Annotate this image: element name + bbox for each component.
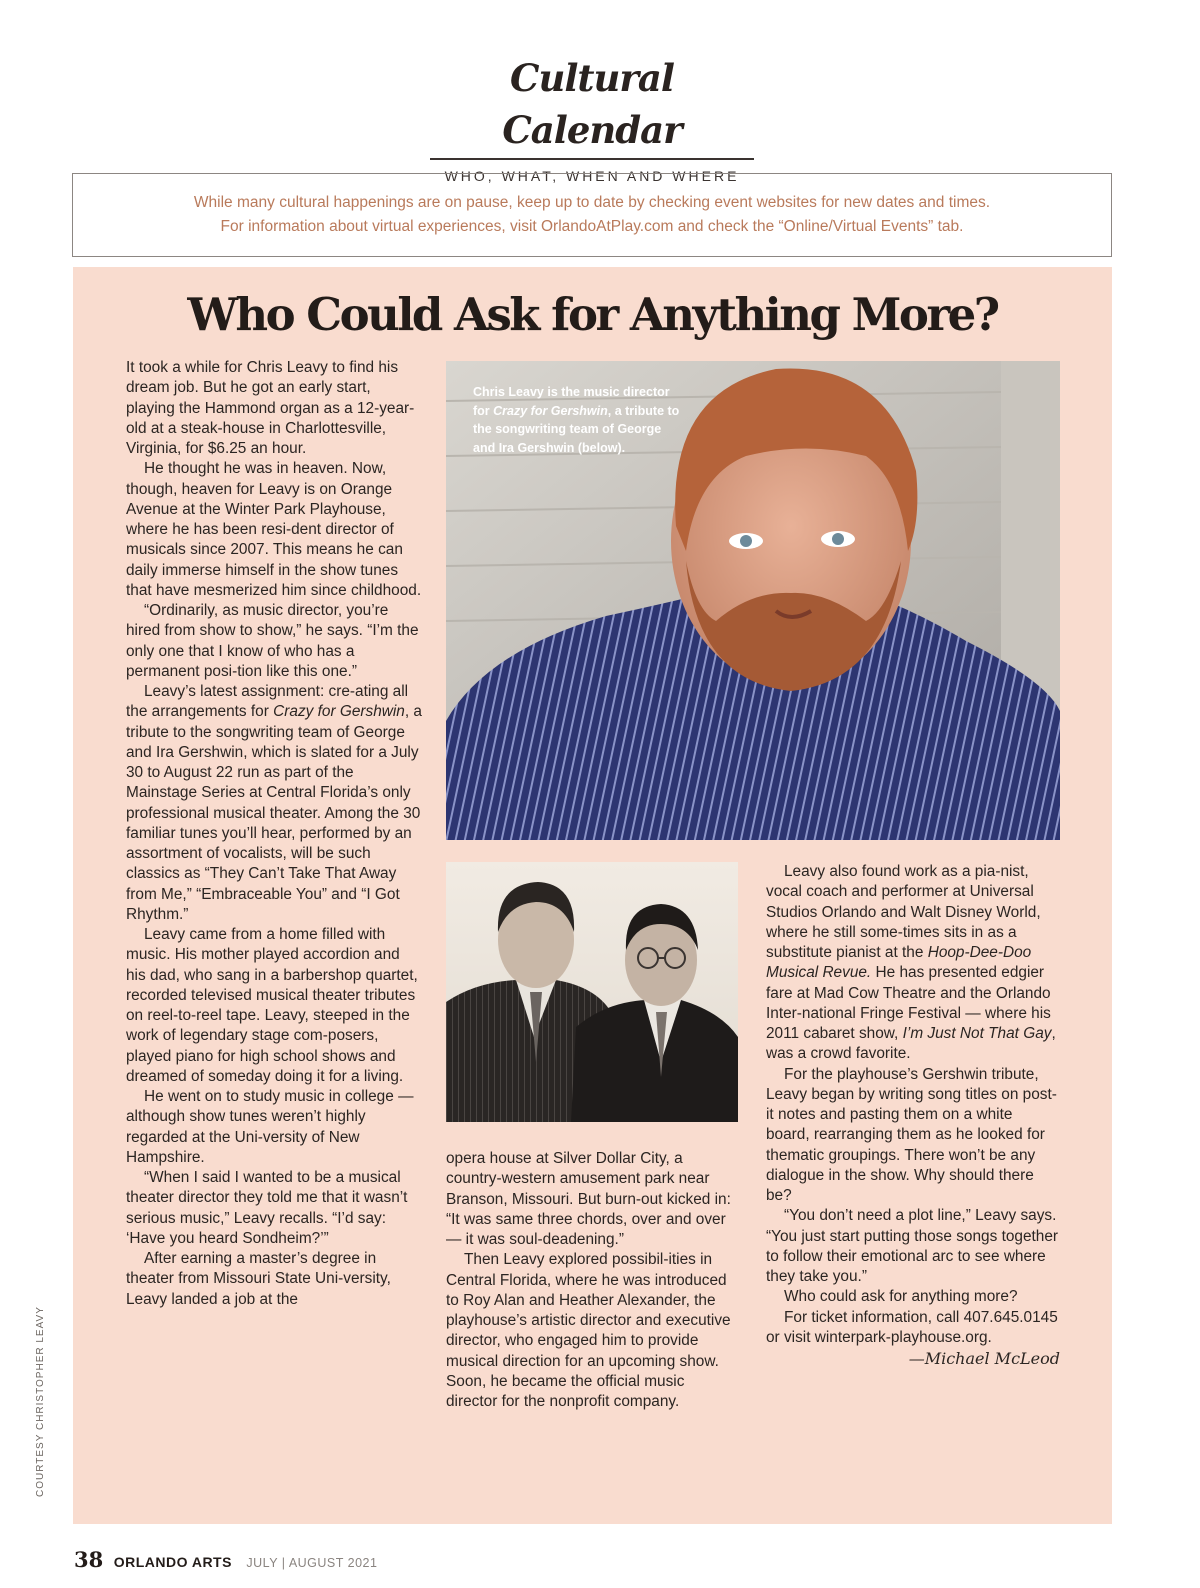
- section-header: [430, 52, 754, 184]
- paragraph: opera house at Silver Dollar City, a country-western amusement park near Branson, Missouri. But burn-out kicked in: “It was same three chords, over and over — it was soul-deadening.”: [446, 1150, 731, 1248]
- page-footer: [74, 1547, 377, 1577]
- text-run: , a tribute to the songwriting team of George and Ira Gershwin, which is slated for a July 30 to August 22 run as part of the Mainstage Series at Central Florida’s only professional musical theater. Among the 30 familiar tunes you’ll hear, performed by an assortment of vocalists, will be such classics as “They Can’t Take That Away from Me,” “Embraceable You” and “I Got Rhythm.”: [126, 703, 422, 923]
- paragraph: For the playhouse’s Gershwin tribute, Leavy began by writing song titles on post-it notes and pasting them on a white board, rearranging them as he looked for thematic groupings. There won’t be any dialogue in the show. Why should there be?: [766, 1065, 1057, 1204]
- paragraph: [766, 862, 1060, 1065]
- author-signature: —Michael McLeod: [908, 1349, 1060, 1368]
- section-subtitle: WHO, WHAT, WHEN AND WHERE: [444, 168, 740, 184]
- show-title: Hoop-Dee-Doo Musical Revue.: [766, 944, 1032, 982]
- article-column-3: [766, 862, 1060, 1369]
- paragraph: After earning a master’s degree in theater from Missouri State Uni-versity, Leavy landed a job at the: [126, 1250, 391, 1308]
- paragraph: “When I said I wanted to be a musical theater director they told me that it wasn’t serious music,” Leavy recalls. “I’d say: ‘Have you heard Sondheim?’”: [126, 1169, 408, 1247]
- paragraph: Leavy came from a home filled with music. His mother played accordion and his dad, who sang in a barbershop quartet, recorded televised musical theater tributes on reel-to-reel tape. Leavy, steeped in the work of legendary stage com-posers, played piano for high school shows and dreamed of someday doing it for a living.: [126, 926, 418, 1085]
- show-title: Crazy for Gershwin: [273, 703, 405, 721]
- show-title: I’m Just Not That Gay: [902, 1025, 1052, 1042]
- gershwin-brothers-photo: [446, 862, 738, 1122]
- text-run: Leavy’s latest assignment: cre-ating all the arrangements for: [126, 683, 409, 721]
- caption-show-title: Crazy for Gershwin: [493, 403, 608, 418]
- photo-caption: [473, 383, 683, 457]
- page-number: 38: [74, 1547, 104, 1572]
- section-title: Cultural Calendar: [502, 56, 682, 152]
- paragraph: Then Leavy explored possibil-ities in Central Florida, where he was introduced to Roy Alan and Heather Alexander, the playhouse’s artistic director and executive director, who engaged him to provide musical direction for an upcoming show. Soon, he became the official music director for the nonprofit company.: [446, 1251, 731, 1410]
- text-run: He has presented edgier fare at Mad Cow Theatre and the Orlando Inter-national Fringe Festival — where his 2011 cabaret show,: [766, 964, 1051, 1042]
- paragraph: He thought he was in heaven. Now, though, heaven for Leavy is on Orange Avenue at the Winter Park Playhouse, where he has been resi-dent director of musicals since 2007. This means he can daily immerse himself in the show tunes that have mesmerized him since childhood.: [126, 460, 422, 599]
- text-run: , was a crowd favorite.: [766, 1025, 1056, 1063]
- notice-line-2: For information about virtual experiences, visit OrlandoAtPlay.com and check the “Online/Virtual Events” tab.: [220, 218, 964, 235]
- paragraph: “Ordinarily, as music director, you’re hired from show to show,” he says. “I’m the only one that I know of who has a permanent posi-tion like this one.”: [126, 602, 419, 680]
- article-headline: Who Could Ask for Anything More?: [187, 288, 998, 341]
- paragraph: Who could ask for anything more?: [784, 1288, 1018, 1306]
- notice-line-1: While many cultural happenings are on pause, keep up to date by checking event websites for new dates and times.: [193, 194, 991, 211]
- paragraph: [126, 682, 422, 925]
- notice-box: [72, 173, 1112, 257]
- issue-date: JULY | AUGUST 2021: [246, 1556, 378, 1570]
- paragraph: “You don’t need a plot line,” Leavy says. “You just start putting those songs together to follow their emotional arc to see where they take you.”: [766, 1207, 1059, 1285]
- caption-text: , a tribute to the songwriting team of George and Ira Gershwin (below).: [473, 403, 680, 455]
- paragraph: It took a while for Chris Leavy to find his dream job. But he got an early start, playing the Hammond organ as a 12-year-old at a steak-house in Charlottesville, Virginia, for $6.25 an hour.: [126, 359, 415, 457]
- article-column-1: [126, 358, 422, 1310]
- paragraph: For ticket information, call 407.645.0145 or visit winterpark-playhouse.org.: [766, 1308, 1058, 1346]
- paragraph: He went on to study music in college — although show tunes weren’t highly regarded at the Uni-versity of New Hampshire.: [126, 1088, 414, 1166]
- article-column-2: [446, 1149, 738, 1412]
- caption-text: Chris Leavy is the music director for: [473, 385, 670, 418]
- magazine-name: ORLANDO ARTS: [113, 1554, 232, 1570]
- text-run: Leavy also found work as a pia-nist, vocal coach and performer at Universal Studios Orlando and Walt Disney World, where he still some-times sits in as a substitute pianist at the: [766, 863, 1041, 961]
- photo-credit: COURTESY CHRISTOPHER LEAVY: [35, 1306, 46, 1497]
- header-divider: [430, 158, 754, 160]
